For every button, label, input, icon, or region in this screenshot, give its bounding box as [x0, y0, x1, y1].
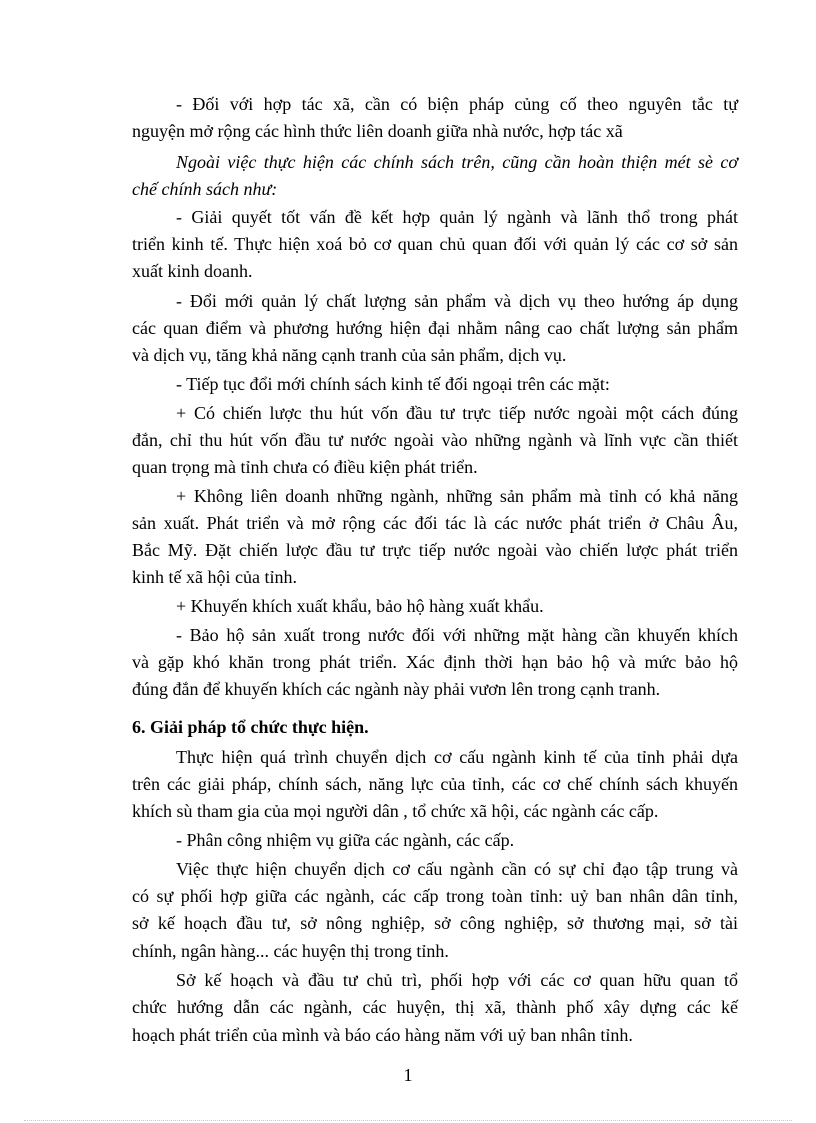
paragraph-line: và dịch vụ, tăng khả năng cạnh tranh của sản phẩm, dịch vụ.	[132, 345, 567, 365]
paragraph-line: - Đối với hợp tác xã, cần có biện pháp củng cố theo nguyên tắc tự	[176, 94, 738, 114]
section-heading: 6. Giải pháp tổ chức thực hiện.	[132, 717, 369, 737]
paragraph-line: đúng đắn để khuyến khích các ngành này phải vươn lên trong cạnh tranh.	[132, 679, 661, 699]
paragraph-line: + Có chiến lược thu hút vốn đầu tư trực tiếp nước ngoài một cách đúng	[176, 403, 738, 423]
paragraph-line: chính, ngân hàng... các huyện thị trong tỉnh.	[132, 941, 449, 961]
page-number: 1	[403, 1065, 413, 1085]
paragraph-line: - Đổi mới quản lý chất lượng sản phẩm và dịch vụ theo hướng áp dụng	[176, 291, 738, 311]
paragraph-line: khích sù tham gia của mọi người dân , tổ chức xã hội, các ngành các cấp.	[132, 801, 659, 821]
paragraph-line: - Bảo hộ sản xuất trong nước đối với những mặt hàng cần khuyến khích	[176, 625, 738, 645]
paragraph-line: có sự phối hợp giữa các ngành, các cấp trong toàn tỉnh: uỷ ban nhân dân tỉnh,	[132, 886, 738, 906]
paragraph-line: đắn, chỉ thu hút vốn đầu tư nước ngoài vào những ngành và lĩnh vực cần thiết	[132, 430, 738, 450]
paragraph-line: và gặp khó khăn trong phát triển. Xác định thời hạn bảo hộ và mức bảo hộ	[132, 652, 738, 672]
paragraph-line: chế chính sách như:	[132, 179, 278, 199]
paragraph-line: triển kinh tế. Thực hiện xoá bỏ cơ quan chủ quan đối với quản lý các cơ sở sản	[132, 234, 738, 254]
paragraph-line: nguyện mở rộng các hình thức liên doanh giữa nhà nước, hợp tác xã	[132, 121, 623, 141]
paragraph-line: + Khuyến khích xuất khẩu, bảo hộ hàng xuất khẩu.	[176, 596, 544, 616]
page-bottom-divider	[24, 1120, 792, 1121]
paragraph-line: + Không liên doanh những ngành, những sản phẩm mà tỉnh có khả năng	[176, 486, 738, 506]
paragraph-line: sở kế hoạch đầu tư, sở nông nghiệp, sở công nghiệp, sở thương mại, sở tài	[132, 913, 738, 933]
paragraph-line: các quan điểm và phương hướng hiện đại nhằm nâng cao chất lượng sản phẩm	[132, 318, 738, 338]
paragraph-line: Bắc Mỹ. Đặt chiến lược đầu tư trực tiếp nước ngoài vào chiến lược phát triển	[132, 540, 738, 560]
paragraph-line: Sở kế hoạch và đầu tư chủ trì, phối hợp với các cơ quan hữu quan tổ	[176, 970, 738, 990]
paragraph-line: xuất kinh doanh.	[132, 261, 253, 281]
paragraph-line: - Giải quyết tốt vấn đề kết hợp quản lý ngành và lãnh thổ trong phát	[176, 207, 738, 227]
paragraph-line: hoạch phát triển của mình và báo cáo hàng năm với uỷ ban nhân tỉnh.	[132, 1025, 633, 1045]
paragraph-line: Thực hiện quá trình chuyển dịch cơ cấu ngành kinh tế của tỉnh phải dựa	[176, 747, 738, 767]
paragraph-line: quan trọng mà tỉnh chưa có điều kiện phát triển.	[132, 457, 478, 477]
paragraph-line: trên các giải pháp, chính sách, năng lực của tỉnh, các cơ chế chính sách khuyến	[132, 774, 738, 794]
paragraph-line: sản xuất. Phát triển và mở rộng các đối tác là các nước phát triển ở Châu Âu,	[132, 513, 738, 533]
paragraph-line: - Phân công nhiệm vụ giữa các ngành, các cấp.	[176, 830, 515, 850]
paragraph-line: Việc thực hiện chuyển dịch cơ cấu ngành cần có sự chỉ đạo tập trung và	[176, 859, 738, 879]
paragraph-line: - Tiếp tục đổi mới chính sách kinh tế đối ngoại trên các mặt:	[176, 374, 610, 394]
paragraph-line: chức hướng dẫn các ngành, các huyện, thị xã, thành phố xây dựng các kế	[132, 997, 738, 1017]
paragraph-line: kinh tế xã hội của tỉnh.	[132, 567, 297, 587]
paragraph-line: Ngoài việc thực hiện các chính sách trên, cũng cần hoàn thiện mét sè cơ	[176, 152, 738, 172]
